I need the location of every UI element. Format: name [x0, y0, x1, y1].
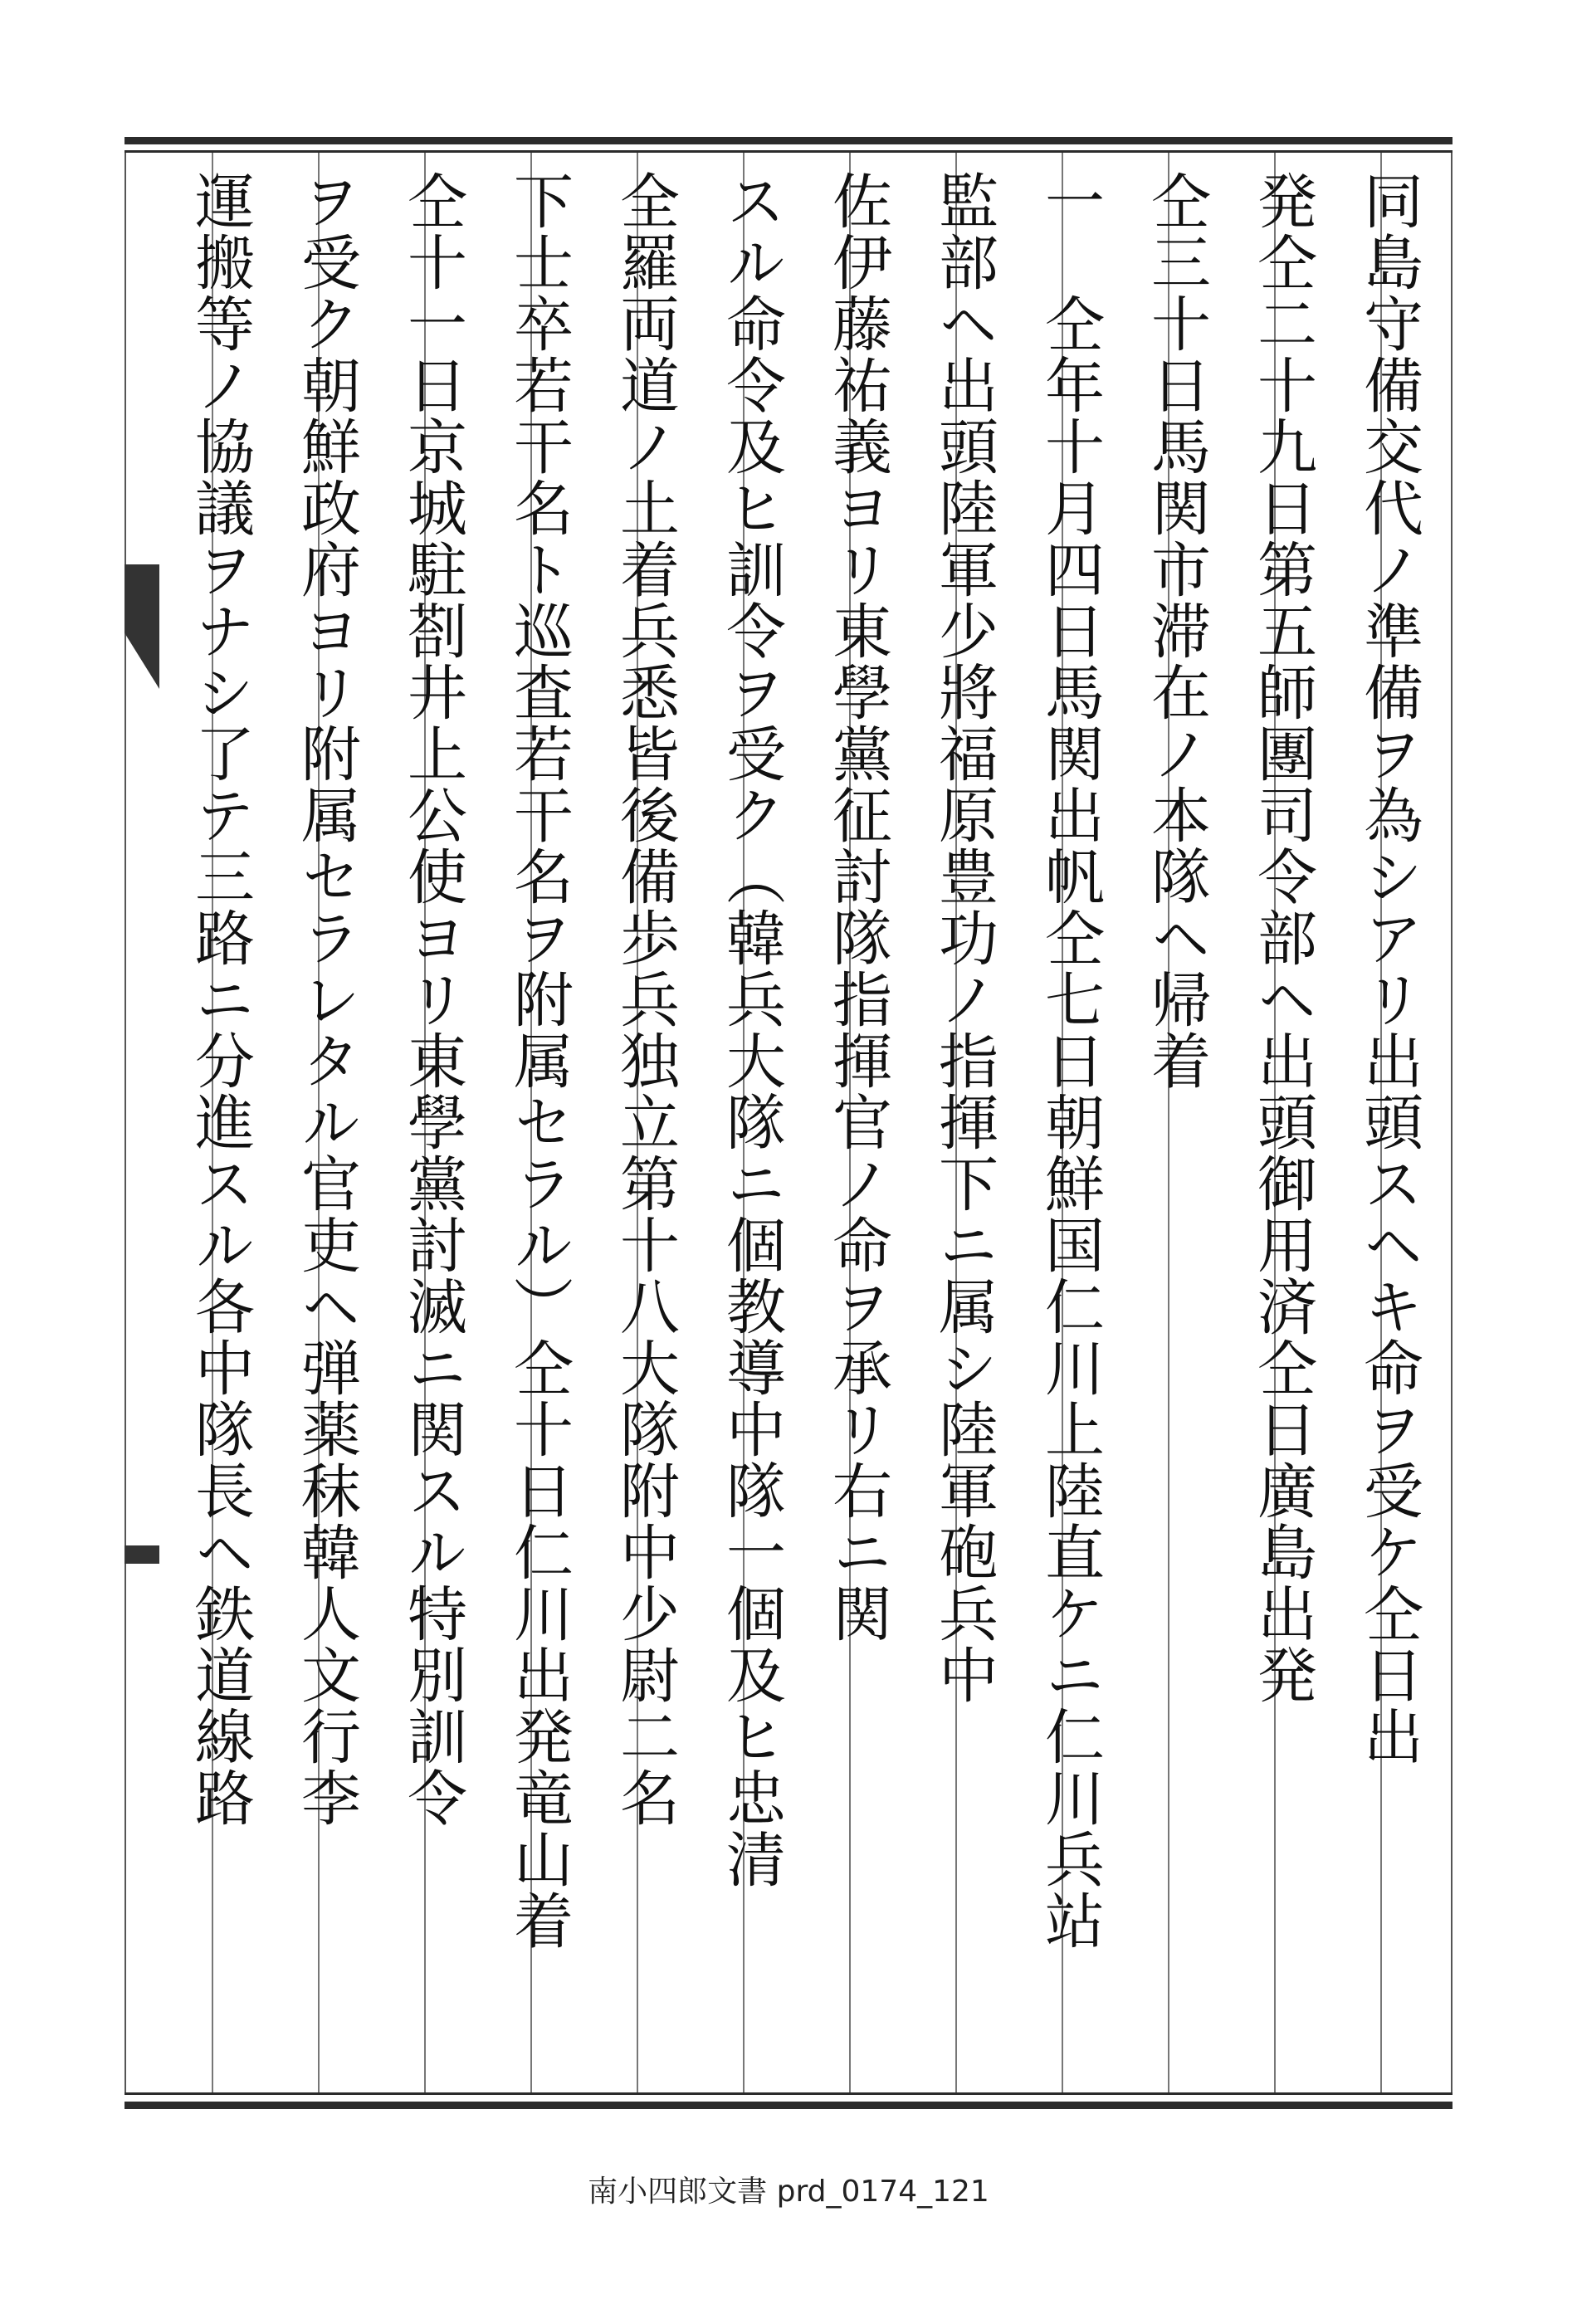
text-column-12: 運搬等ノ協議ヲナシ了テ三路ニ分進スル各中隊長ヘ鉄道線路 [185, 170, 255, 1828]
text-column-10: 仝十一日京城駐剳井上公使ヨリ東學黨討滅ニ関スル特別訓令 [398, 170, 467, 1828]
text-column-2: 発仝二十九日第五師團司令部ヘ出頭御用済仝日廣島出発 [1247, 170, 1317, 1706]
text-column-4: 一 仝年十月四日馬関出帆仝七日朝鮮国仁川上陸直ケニ仁川兵站 [1035, 170, 1105, 1951]
document-page [124, 137, 1452, 2121]
text-column-3: 仝三十日馬関市滞在ノ本隊ヘ帰着 [1141, 170, 1211, 1091]
right-border [1451, 153, 1452, 2092]
document-caption: 南小四郎文書 prd_0174_121 [588, 2175, 989, 2209]
binding-tab-mark-lower [124, 1545, 159, 1564]
text-column-11: ヲ受ク朝鮮政府ヨリ附属セラレタル官吏ヘ弾薬秣韓人文行李 [291, 170, 361, 1828]
text-column-9: 下士卒若干名ト巡査若干名ヲ附属セラル）仝十日仁川出発竜山着 [504, 170, 574, 1951]
text-column-7: スル命令及ヒ訓令ヲ受ク（韓兵大隊ニ個教導中隊一個及ヒ忠清 [716, 170, 786, 1890]
text-column-1: 同島守備交代ノ準備ヲ為シアリ出頭スヘキ命ヲ受ケ仝日出 [1354, 170, 1423, 1767]
bottom-border-thin [124, 2092, 1452, 2095]
top-border-thin [124, 150, 1452, 153]
text-column-6: 佐伊藤祐義ヨリ東學黨征討隊指揮官ノ命ヲ承リ右ニ関 [823, 170, 892, 1644]
text-column-8: 全羅両道ノ土着兵悉皆後備歩兵独立第十八大隊附中少尉二名 [610, 170, 680, 1828]
left-border [124, 153, 126, 2092]
bottom-border-thick [124, 2102, 1452, 2109]
top-border-thick [124, 137, 1452, 144]
text-column-5: 監部ヘ出頭陸軍少將福原豊功ノ指揮下ニ属シ陸軍砲兵中 [929, 170, 998, 1706]
